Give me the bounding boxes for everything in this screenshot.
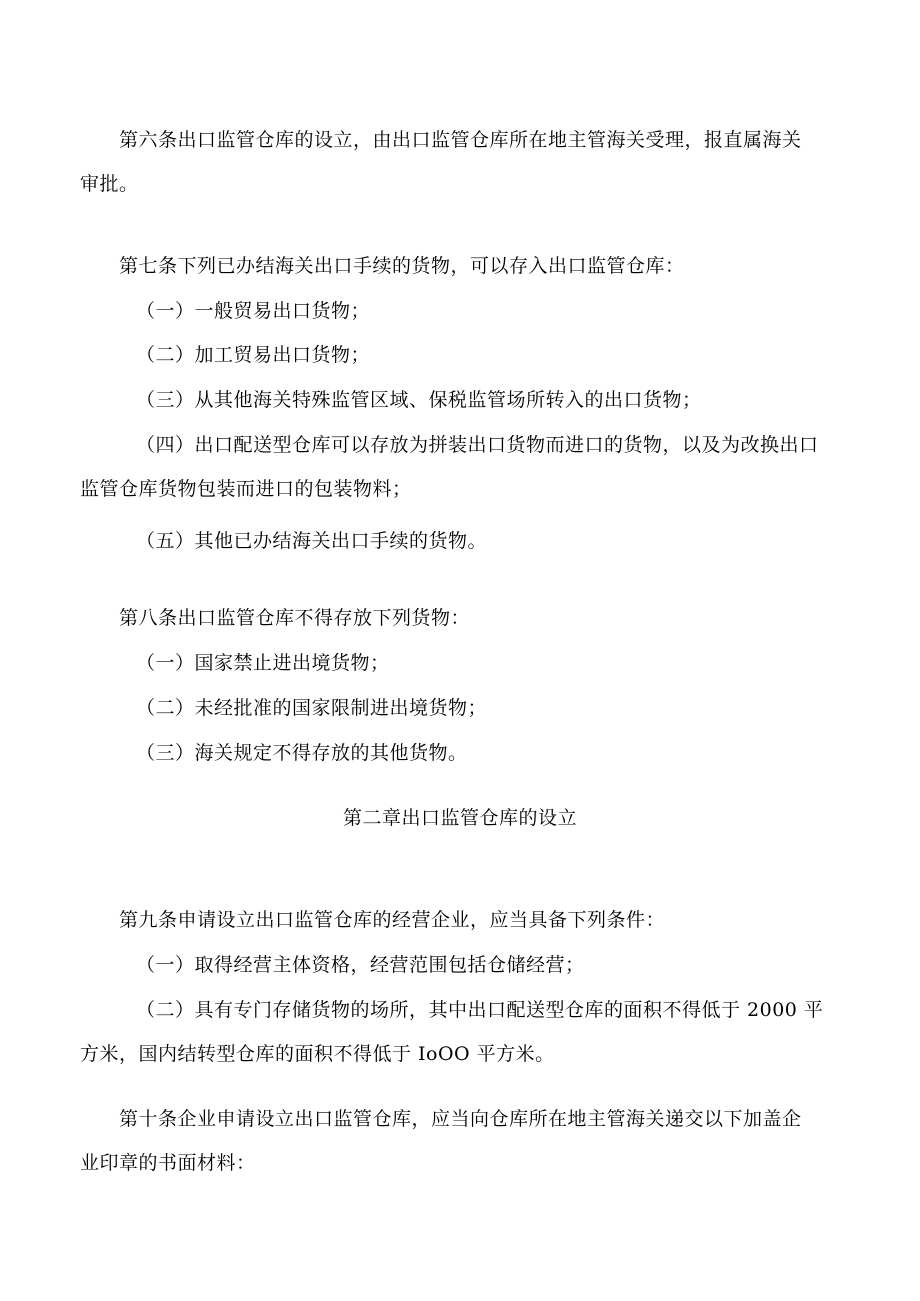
article-8-item-2: （二）未经批准的国家限制进出境货物； — [136, 697, 488, 719]
article-7-item-4-line-2: 监管仓库货物包装而进口的包装物料； — [80, 478, 412, 500]
article-10 — [80, 1097, 828, 1185]
article-7-item-3: （三）从其他海关特殊监管区域、保税监管场所转入的出口货物； — [136, 389, 702, 411]
article-9-item-2 — [80, 988, 828, 1076]
article-8-intro: 第八条出口监管仓库不得存放下列货物： — [119, 607, 471, 629]
article-8-item-3: （三）海关规定不得存放的其他货物。 — [136, 742, 468, 764]
article-9-intro: 第九条申请设立出口监管仓库的经营企业，应当具备下列条件： — [119, 909, 666, 931]
article-9-item-2-line-1: （二）具有专门存储货物的场所，其中出口配送型仓库的面积不得低于 2000 平 — [136, 999, 824, 1021]
article-10-line-1: 第十条企业申请设立出口监管仓库，应当向仓库所在地主管海关递交以下加盖企 — [119, 1108, 802, 1130]
article-7-item-4-line-1: （四）出口配送型仓库可以存放为拼装出口货物而进口的货物，以及为改换出口 — [136, 434, 819, 456]
article-10-line-2: 业印章的书面材料： — [80, 1152, 256, 1174]
article-7-item-2: （二）加工贸易出口货物； — [136, 344, 371, 366]
chapter-heading: 第二章出口监管仓库的设立 — [342, 807, 577, 829]
article-7-item-4 — [80, 423, 828, 511]
article-9-item-1: （一）取得经营主体资格，经营范围包括仓储经营； — [136, 954, 585, 976]
article-7-item-5: （五）其他已办结海关出口手续的货物。 — [136, 530, 488, 552]
article-6 — [80, 118, 828, 206]
article-7-item-1: （一）一般贸易出口货物； — [136, 300, 371, 322]
article-7-intro: 第七条下列已办结海关出口手续的货物，可以存入出口监管仓库： — [119, 255, 685, 277]
article-9-item-2-line-2: 方米，国内结转型仓库的面积不得低于 IoOO 平方米。 — [80, 1043, 555, 1065]
article-8-item-1: （一）国家禁止进出境货物； — [136, 652, 390, 674]
article-6-line-2: 审批。 — [80, 173, 139, 195]
article-6-line-1: 第六条出口监管仓库的设立，由出口监管仓库所在地主管海关受理，报直属海关 — [119, 129, 802, 151]
